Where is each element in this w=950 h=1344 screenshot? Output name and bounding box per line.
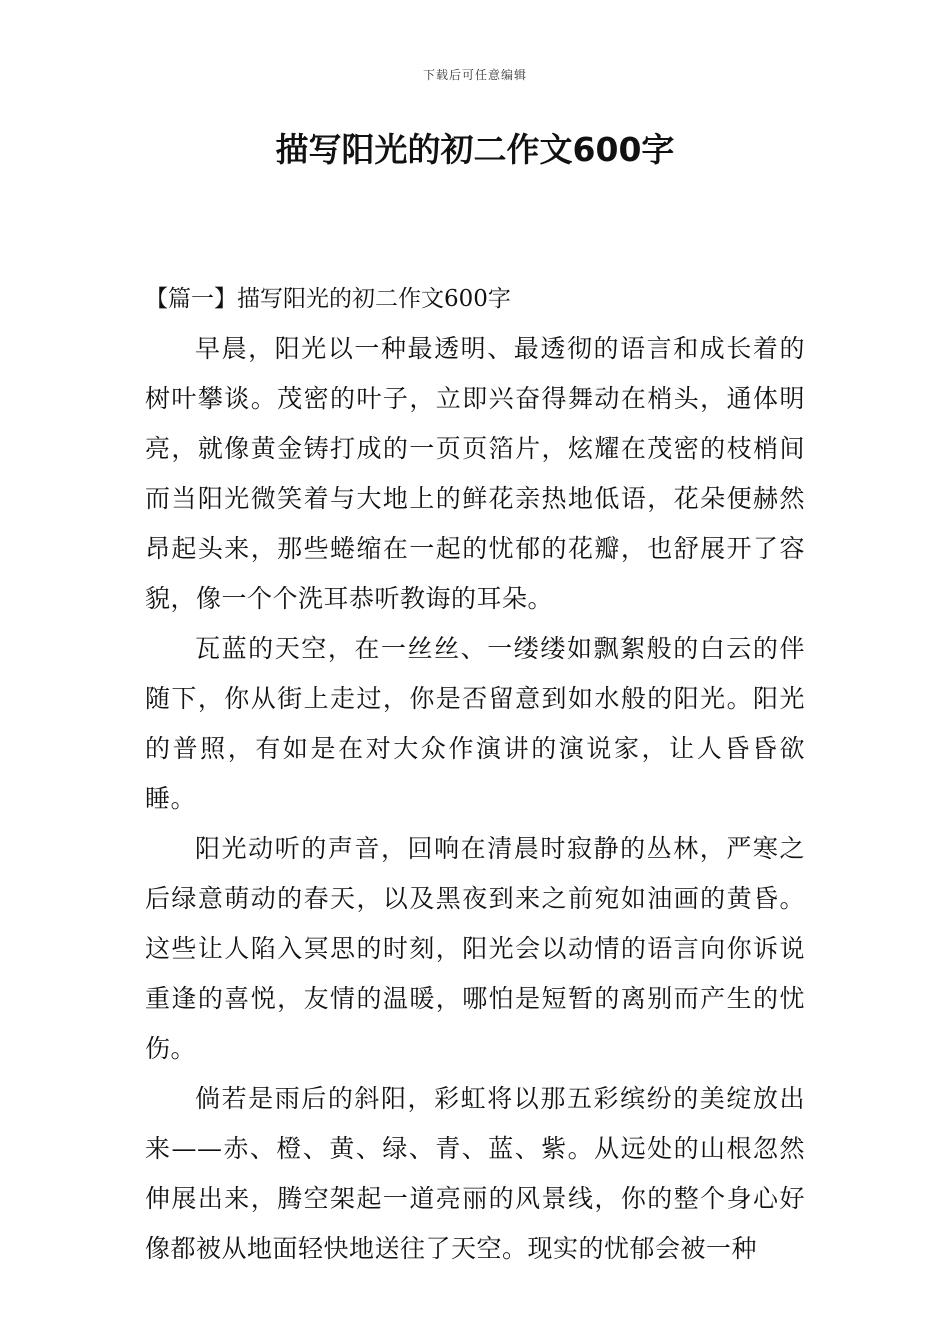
header-note: 下载后可任意编辑 [422,68,527,82]
section-heading: 【篇一】描写阳光的初二作文600字 [145,286,511,312]
paragraph-1: 早晨，阳光以一种最透明、最透彻的语言和成长着的树叶攀谈。茂密的叶子，立即兴奋得舞动在梢头，通体明亮，就像黄金铸打成的一页页箔片，炫耀在茂密的枝梢间而当阳光微笑着与大地上的鲜花亲热地低语，花朵便赫然昂起头来，那些蜷缩在一起的忧郁的花瓣，也舒展开了容貌，像一个个洗耳恭听教诲的耳朵。 [145,334,805,613]
document-title: 描写阳光的初二作文600字 [275,130,675,169]
paragraph-4: 倘若是雨后的斜阳，彩虹将以那五彩缤纷的美绽放出来——赤、橙、黄、绿、青、蓝、紫。从远处的山根忽然伸展出来，腾空架起一道亮丽的风景线，你的整个身心好像都被从地面轻快地送往了天空。现实的忧郁会被一种 [145,1084,805,1263]
paragraph-3: 阳光动听的声音，回响在清晨时寂静的丛林，严寒之后绿意萌动的春天，以及黑夜到来之前宛如油画的黄昏。这些让人陷入冥思的时刻，阳光会以动情的语言向你诉说重逢的喜悦，友情的温暖，哪怕是短暂的离别而产生的忧伤。 [145,834,805,1063]
document-body [145,274,805,1274]
paragraph-2: 瓦蓝的天空，在一丝丝、一缕缕如飘絮般的白云的伴随下，你从街上走过，你是否留意到如水般的阳光。阳光的普照，有如是在对大众作演讲的演说家，让人昏昏欲睡。 [145,634,805,813]
